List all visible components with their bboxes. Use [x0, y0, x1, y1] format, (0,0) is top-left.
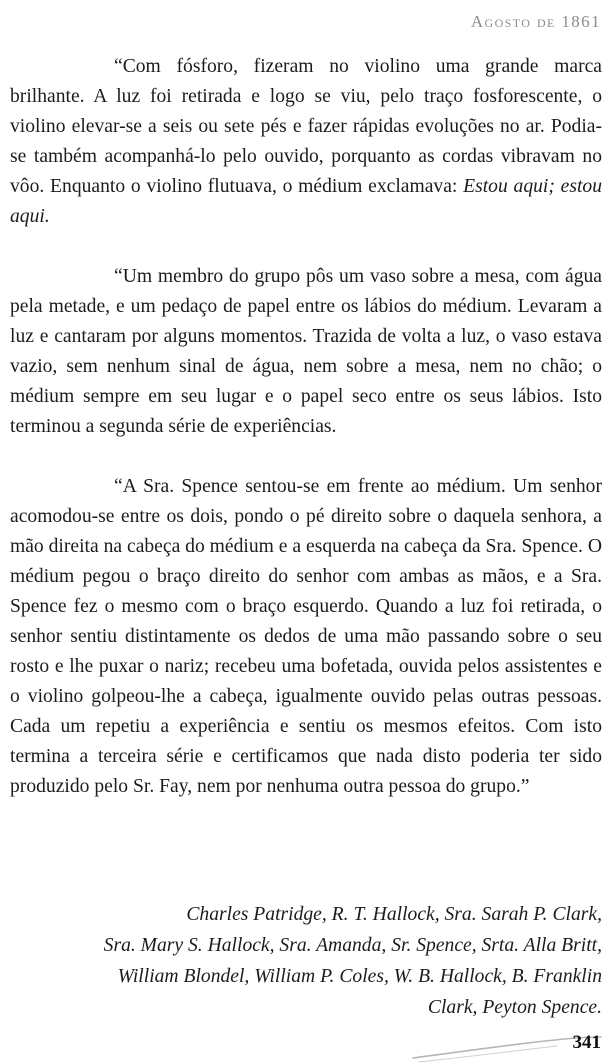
paragraph-violin — [10, 52, 602, 232]
signatory-line: Charles Patridge, R. T. Hallock, Sra. Sarah P. Clark, — [186, 904, 602, 925]
signatories — [10, 899, 602, 1023]
page-number: 341 — [572, 1032, 601, 1053]
paragraph-emphasis: Estou aqui; estou aqui. — [10, 176, 602, 227]
signatory-line: William Blondel, William P. Coles, W. B. Hallock, B. Franklin — [117, 966, 602, 987]
signatory-line: Clark, Peyton Spence. — [427, 997, 602, 1018]
paragraph-spence: “A Sra. Spence sentou-se em frente ao médium. Um senhor acomodou-se entre os dois, pondo o pé direito sobre o daquela senhora, a mão direita na cabeça do médium e a esquerda na cabeça da Sra. Spence. O médium pegou o braço direito do senhor com ambas as mãos, e a Sra. Spence fez o mesmo com o braço esquerdo. Quando a luz foi retirada, o senhor sentiu distintamente os dedos de uma mão passando sobre o seu rosto e lhe puxar o nariz; recebeu uma bofetada, ouvida pelos assistentes e o violino golpeou-lhe a cabeça, igualmente ouvido pelas outras pessoas. Cada um repetiu a experiência e sentiu os mesmos efeitos. Com isto termina a terceira série e certificamos que nada disto poderia ter sido produzido pelo Sr. Fay, nem por nenhuma outra pessoa do grupo.” — [10, 476, 602, 797]
paragraph-vase: “Um membro do grupo pôs um vaso sobre a mesa, com água pela metade, e um pedaço de papel entre os lábios do médium. Levaram a luz e cantaram por alguns momentos. Trazida de volta a luz, o vaso estava vazio, sem nenhum sinal de água, nem sobre a mesa, nem no chão; o médium sempre em seu lugar e o papel seco entre os seus lábios. Isto terminou a segunda série de experiências. — [10, 266, 602, 437]
running-header: Agosto de 1861 — [470, 12, 601, 31]
paragraph-text: “Com fósforo, fizeram no violino uma grande marca brilhante. A luz foi retirada e logo se viu, pelo traço fosforescente, o violino elevar-se a seis ou sete pés e fazer rápidas evoluções no ar. Podia-se também acompanhá-lo pelo ouvido, porquanto as cordas vibravam no vôo. Enquanto o violino flutuava, o médium exclamava: — [10, 56, 602, 197]
signatory-line: Sra. Mary S. Hallock, Sra. Amanda, Sr. Spence, Srta. Alla Britt, — [103, 935, 602, 956]
body-text — [10, 52, 602, 802]
